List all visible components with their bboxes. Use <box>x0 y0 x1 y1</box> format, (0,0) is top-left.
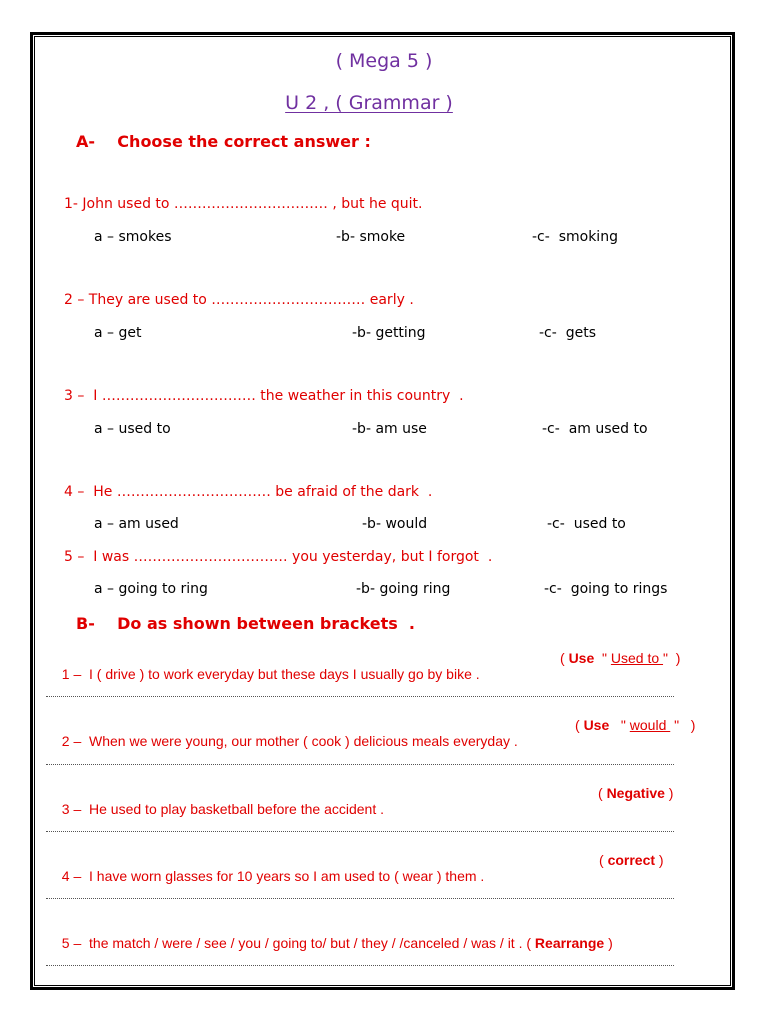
exercise-4-instruction-key: correct <box>607 852 656 868</box>
question-5-option-a[interactable]: a – going to ring <box>94 581 208 597</box>
exercise-1 <box>54 650 480 682</box>
exercise-3-instruction-key: Negative <box>606 785 665 801</box>
exercise-1-instruction: ( Use " Used to " ) <box>560 650 681 666</box>
exercise-4-instruction: ( correct ) <box>599 852 664 868</box>
question-3-option-b[interactable]: -b- am use <box>352 421 427 437</box>
section-a-heading: A- Choose the correct answer : <box>76 132 371 151</box>
question-2-option-a[interactable]: a – get <box>94 325 142 341</box>
exercise-2-text: 2 – When we were young, our mother ( cook ) delicious meals everyday . <box>61 733 518 749</box>
question-2-text: 2 – They are used to …………………………… early . <box>64 292 414 308</box>
exercise-3-text: 3 – He used to play basketball before the accident . <box>61 801 384 817</box>
question-5-text: 5 – I was …………………………… you yesterday, but I forgot . <box>64 549 493 565</box>
exercise-2-instruction: ( Use " would " ) <box>575 717 696 733</box>
exercise-3 <box>54 785 384 817</box>
question-4-option-a[interactable]: a – am used <box>94 516 179 532</box>
exercise-4-text: 4 – I have worn glasses for 10 years so I am used to ( wear ) them . <box>61 868 485 884</box>
worksheet-title: ( Mega 5 ) <box>335 50 433 72</box>
question-4-option-c[interactable]: -c- used to <box>547 516 626 532</box>
exercise-5-text: 5 – the match / were / see / you / going to/ but / they / /canceled / was / it . <box>61 935 527 951</box>
page-border-inner <box>34 36 731 986</box>
exercise-2-instruction-key: Use <box>583 717 610 733</box>
section-b-heading: B- Do as shown between brackets . <box>76 614 415 633</box>
answer-line-3[interactable] <box>46 831 674 832</box>
exercise-4 <box>54 852 484 884</box>
answer-line-5[interactable] <box>46 965 674 966</box>
answer-line-1[interactable] <box>46 696 674 697</box>
question-5-option-b[interactable]: -b- going ring <box>356 581 451 597</box>
question-2-option-b[interactable]: -b- getting <box>352 325 426 341</box>
question-1-option-a[interactable]: a – smokes <box>94 229 172 245</box>
question-3-option-a[interactable]: a – used to <box>94 421 171 437</box>
exercise-1-target-word: Used to <box>610 650 664 666</box>
question-4-text: 4 – He …………………………… be afraid of the dark . <box>64 484 433 500</box>
exercise-5-instruction: ( Rearrange ) <box>526 935 613 951</box>
exercise-5 <box>54 919 613 951</box>
question-4-option-b[interactable]: -b- would <box>362 516 428 532</box>
question-2-option-c[interactable]: -c- gets <box>539 325 596 341</box>
question-5-option-c[interactable]: -c- going to rings <box>544 581 668 597</box>
question-1-option-c[interactable]: -c- smoking <box>532 229 618 245</box>
exercise-1-text: 1 – I ( drive ) to work everyday but these days I usually go by bike . <box>61 666 480 682</box>
exercise-3-instruction: ( Negative ) <box>598 785 674 801</box>
question-1-text: 1- John used to …………………………… , but he quit. <box>64 196 423 212</box>
question-3-option-c[interactable]: -c- am used to <box>542 421 648 437</box>
exercise-5-instruction-key: Rearrange <box>534 935 605 951</box>
answer-line-4[interactable] <box>46 898 674 899</box>
worksheet-subtitle: U 2 , ( Grammar ) <box>285 92 453 114</box>
answer-line-2[interactable] <box>46 764 674 765</box>
exercise-2-target-word: would <box>629 717 671 733</box>
exercise-2 <box>54 717 518 749</box>
question-3-text: 3 – I …………………………… the weather in this country . <box>64 388 464 404</box>
exercise-1-instruction-key: Use <box>568 650 595 666</box>
question-1-option-b[interactable]: -b- smoke <box>336 229 406 245</box>
